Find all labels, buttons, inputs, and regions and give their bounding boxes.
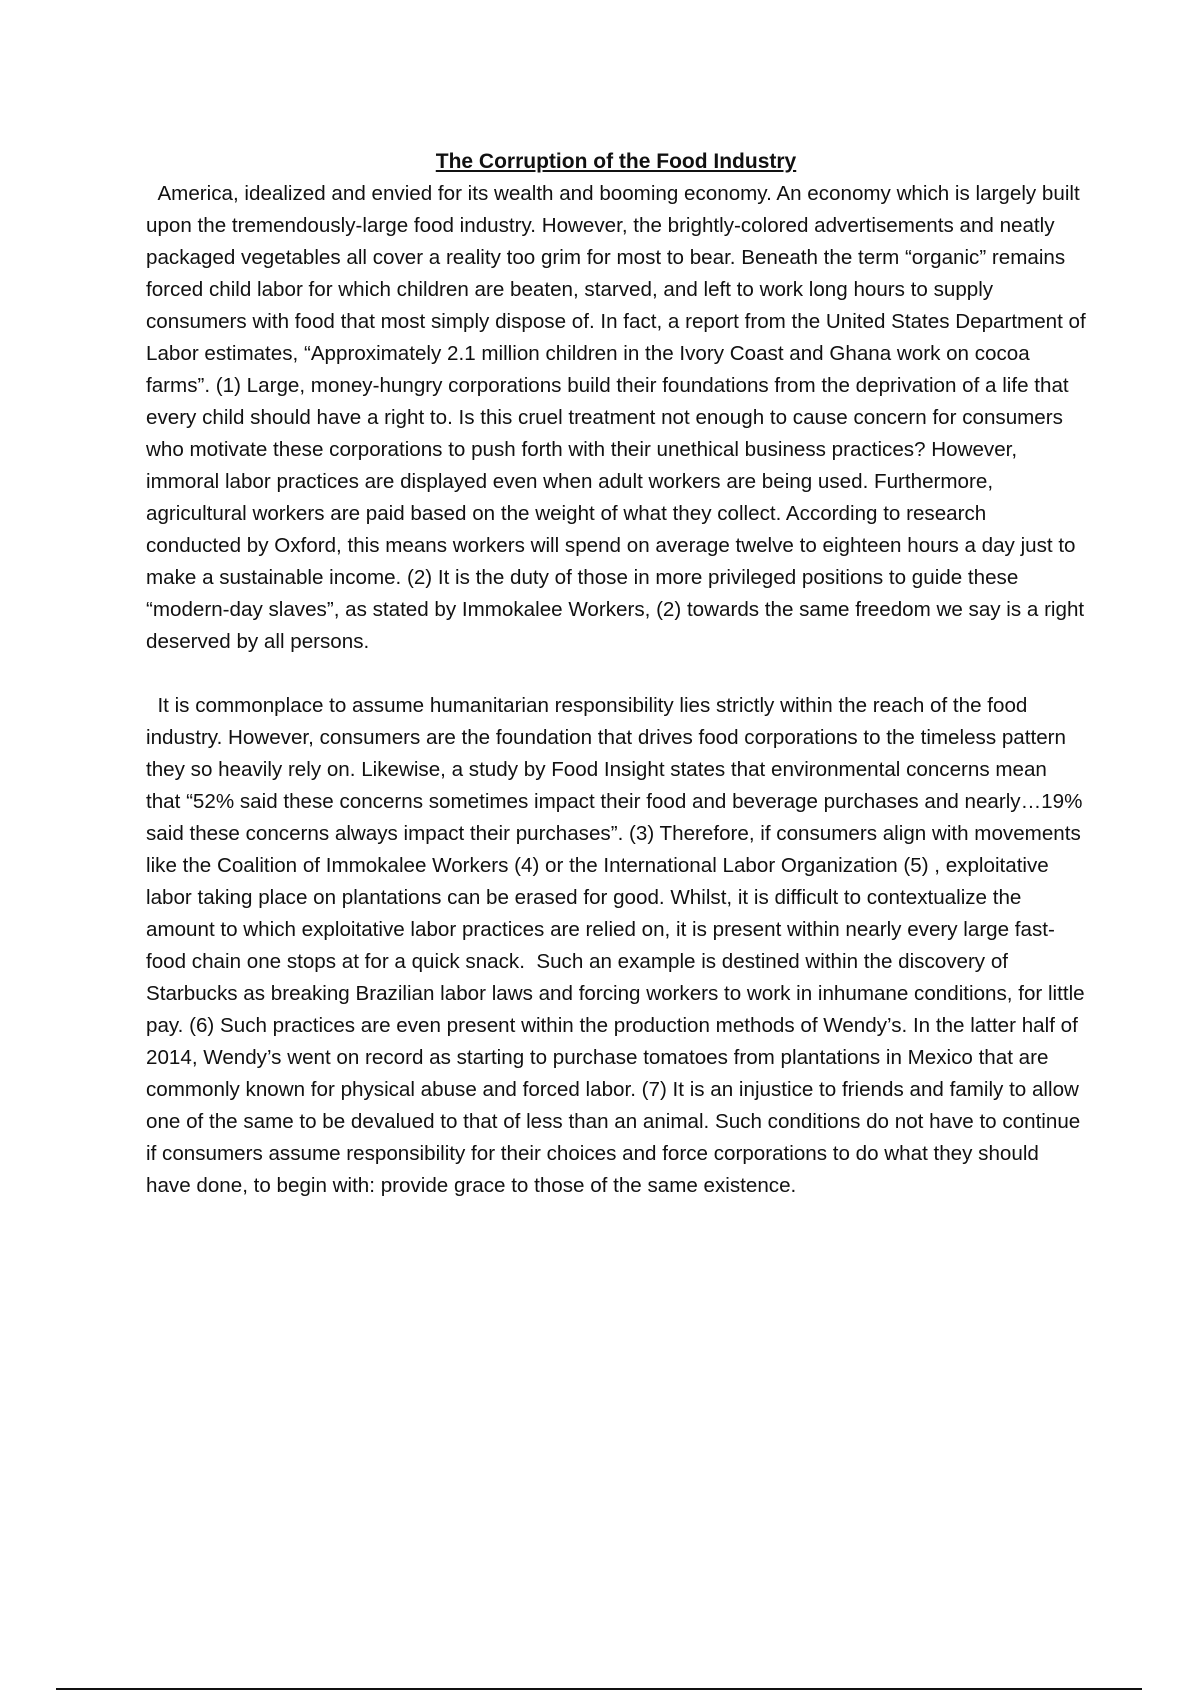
paragraph-1: America, idealized and envied for its wealth and booming economy. An economy which is largely built upon the tremendously-large food industry. However, the brightly-colored advertisements and neatly packaged vegetables all cover a reality too grim for most to bear. Beneath the term “organic” remains forced child labor for which children are beaten, starved, and left to work long hours to supply consumers with food that most simply dispose of. In fact, a report from the United States Department of Labor estimates, “Approximately 2.1 million children in the Ivory Coast and Ghana work on cocoa farms”. (1) Large, money-hungry corporations build their foundations from the deprivation of a life that every child should have a right to. Is this cruel treatment not enough to cause concern for consumers who motivate these corporations to push forth with their unethical business practices? However, immoral labor practices are displayed even when adult workers are being used. Furthermore, agricultural workers are paid based on the weight of what they collect. According to research conducted by Oxford, this means workers will spend on average twelve to eighteen hours a day just to make a sustainable income. (2) It is the duty of those in more privileged positions to guide these “modern-day slaves”, as stated by Immokalee Workers, (2) towards the same freedom we say is a right deserved by all persons.: [146, 182, 1086, 653]
document-title: The Corruption of the Food Industry: [435, 150, 797, 173]
paragraph-2: It is commonplace to assume humanitarian responsibility lies strictly within the reach of the food industry. However, consumers are the foundation that drives food corporations to the timeless pattern they so heavily rely on. Likewise, a study by Food Insight states that environmental concerns mean that “52% said these concerns sometimes impact their food and beverage purchases and nearly…19% said these concerns always impact their purchases”. (3) Therefore, if consumers align with movements like the Coalition of Immokalee Workers (4) or the International Labor Organization (5) , exploitative labor taking place on plantations can be erased for good. Whilst, it is difficult to contextualize the amount to which exploitative labor practices are relied on, it is present within nearly every large fast-food chain one stops at for a quick snack. Such an example is destined within the discovery of Starbucks as breaking Brazilian labor laws and forcing workers to work in inhumane conditions, for little pay. (6) Such practices are even present within the production methods of Wendy’s. In the latter half of 2014, Wendy’s went on record as starting to purchase tomatoes from plantations in Mexico that are commonly known for physical abuse and forced labor. (7) It is an injustice to friends and family to allow one of the same to be devalued to that of less than an animal. Such conditions do not have to continue if consumers assume responsibility for their choices and force corporations to do what they should have done, to begin with: provide grace to those of the same existence.: [146, 694, 1085, 1197]
footer-divider: [56, 1688, 1142, 1690]
document-body: [146, 146, 1086, 1202]
